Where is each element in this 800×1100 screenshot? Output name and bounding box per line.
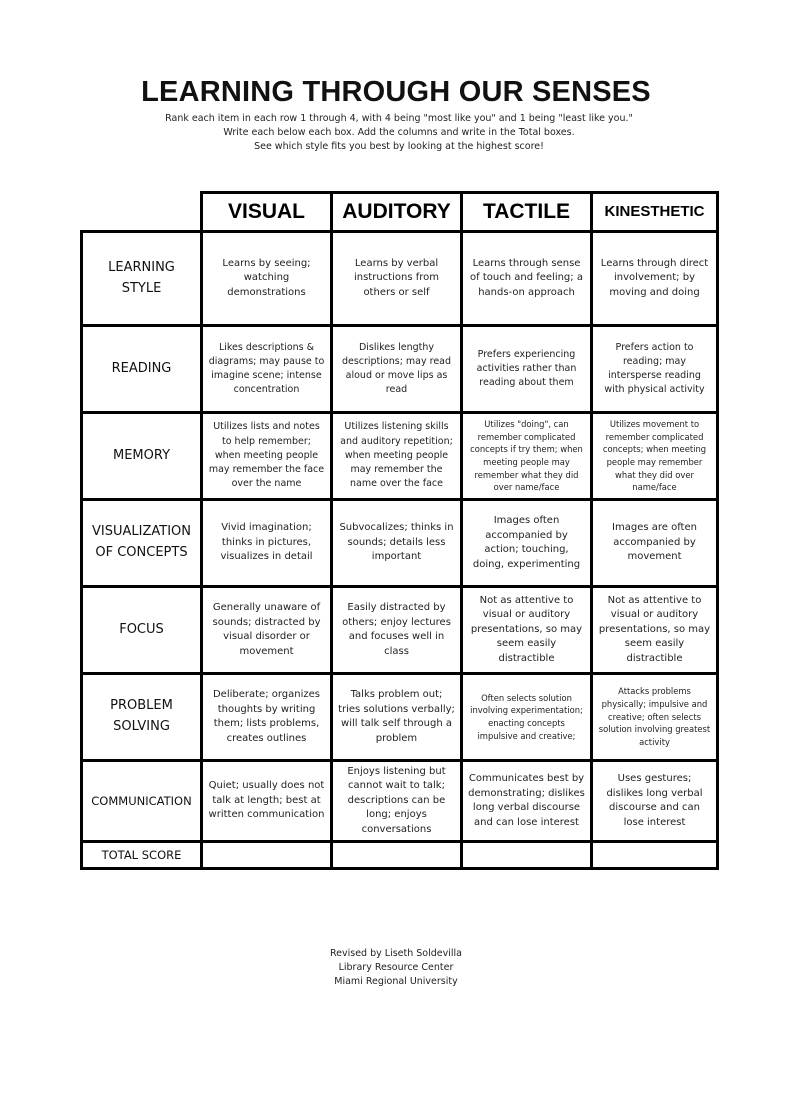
cell-problem-solving-kinesthetic: Attacks problems physically; impulsive and creative; often selects solution involving greatest activity: [590, 672, 719, 762]
cell-learning-style-kinesthetic: Learns through direct involvement; by moving and doing: [590, 230, 719, 327]
row-label-visualization: VISUALIZATION OF CONCEPTS: [80, 498, 203, 588]
cell-problem-solving-auditory: Talks problem out; tries solutions verbally; will talk self through a problem: [330, 672, 463, 762]
total-score-tactile-box[interactable]: [460, 840, 593, 870]
instruction-line-2: Write each below each box. Add the columns and write in the Total boxes.: [223, 127, 575, 138]
cell-focus-kinesthetic: Not as attentive to visual or auditory presentations, so may seem easily distractible: [590, 585, 719, 675]
column-header-tactile: TACTILE: [460, 191, 593, 233]
cell-reading-tactile: Prefers experiencing activities rather than reading about them: [460, 324, 593, 414]
footer-revised-by: Revised by Liseth Soldevilla: [329, 948, 462, 959]
cell-visualization-tactile: Images often accompanied by action; touching, doing, experimenting: [460, 498, 593, 588]
cell-memory-kinesthetic: Utilizes movement to remember complicated concepts; when meeting people may remember what they did over name/face: [590, 411, 719, 501]
cell-focus-auditory: Easily distracted by others; enjoy lectures and focuses well in class: [330, 585, 463, 675]
cell-visualization-kinesthetic: Images are often accompanied by movement: [590, 498, 719, 588]
cell-reading-kinesthetic: Prefers action to reading; may intersperse reading with physical activity: [590, 324, 719, 414]
footer-university: Miami Regional University: [334, 976, 458, 987]
cell-communication-kinesthetic: Uses gestures; dislikes long verbal discourse and can lose interest: [590, 759, 719, 843]
column-header-visual: VISUAL: [200, 191, 333, 233]
row-label-focus: FOCUS: [80, 585, 203, 675]
cell-memory-tactile: Utilizes "doing", can remember complicated concepts if try them; when meeting people may remember what they did over name/face: [460, 411, 593, 501]
cell-reading-auditory: Dislikes lengthy descriptions; may read aloud or move lips as read: [330, 324, 463, 414]
cell-learning-style-visual: Learns by seeing; watching demonstrations: [200, 230, 333, 327]
total-score-label: TOTAL SCORE: [80, 840, 203, 870]
column-header-auditory: AUDITORY: [330, 191, 463, 233]
cell-reading-visual: Likes descriptions & diagrams; may pause to imagine scene; intense concentration: [200, 324, 333, 414]
cell-focus-visual: Generally unaware of sounds; distracted by visual disorder or movement: [200, 585, 333, 675]
cell-communication-tactile: Communicates best by demonstrating; dislikes long verbal discourse and can lose interest: [460, 759, 593, 843]
column-header-kinesthetic: KINESTHETIC: [590, 191, 719, 233]
cell-visualization-auditory: Subvocalizes; thinks in sounds; details less important: [330, 498, 463, 588]
instruction-line-1: Rank each item in each row 1 through 4, with 4 being "most like you" and 1 being "least like you.": [165, 113, 633, 124]
cell-problem-solving-visual: Deliberate; organizes thoughts by writing them; lists problems, creates outlines: [200, 672, 333, 762]
total-score-kinesthetic-box[interactable]: [590, 840, 719, 870]
cell-memory-auditory: Utilizes listening skills and auditory repetition; when meeting people may remember the name over the face: [330, 411, 463, 501]
row-label-problem-solving: PROBLEM SOLVING: [80, 672, 203, 762]
row-label-learning-style: LEARNING STYLE: [80, 230, 203, 327]
total-score-visual-box[interactable]: [200, 840, 333, 870]
cell-learning-style-tactile: Learns through sense of touch and feeling; a hands-on approach: [460, 230, 593, 327]
row-label-communication: COMMUNICATION: [80, 759, 203, 843]
cell-focus-tactile: Not as attentive to visual or auditory presentations, so may seem easily distractible: [460, 585, 593, 675]
footer-center: Library Resource Center: [338, 962, 454, 973]
cell-memory-visual: Utilizes lists and notes to help remember; when meeting people may remember the face over the name: [200, 411, 333, 501]
cell-problem-solving-tactile: Often selects solution involving experimentation; enacting concepts impulsive and creative;: [460, 672, 593, 762]
cell-visualization-visual: Vivid imagination; thinks in pictures, visualizes in detail: [200, 498, 333, 588]
cell-communication-auditory: Enjoys listening but cannot wait to talk; descriptions can be long; enjoys conversations: [330, 759, 463, 843]
instruction-line-3: See which style fits you best by looking at the highest score!: [254, 141, 544, 152]
cell-learning-style-auditory: Learns by verbal instructions from others or self: [330, 230, 463, 327]
row-label-memory: MEMORY: [80, 411, 203, 501]
total-score-auditory-box[interactable]: [330, 840, 463, 870]
page-title: LEARNING THROUGH OUR SENSES: [141, 76, 651, 108]
row-label-reading: READING: [80, 324, 203, 414]
cell-communication-visual: Quiet; usually does not talk at length; best at written communication: [200, 759, 333, 843]
